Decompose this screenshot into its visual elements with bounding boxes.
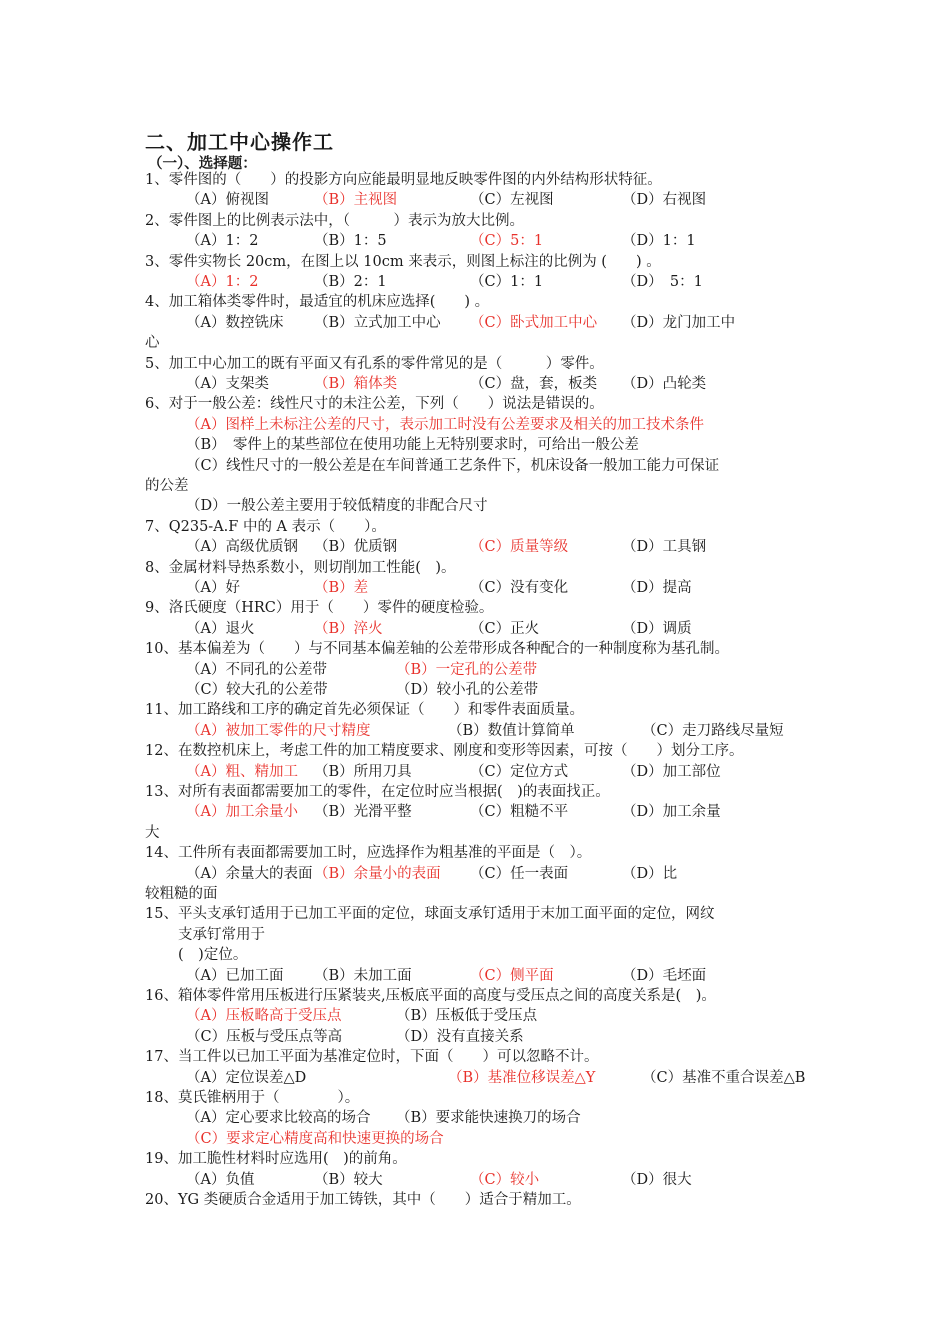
- answer-option: （C）压板与受压点等高: [186, 1028, 343, 1045]
- answer-option: （C）线性尺寸的一般公差是在车间普通工艺条件下，机床设备一般加工能力可保证: [186, 457, 720, 474]
- section-heading: （一）、选择题：: [148, 155, 257, 172]
- question-text: 5、加工中心加工的既有平面又有孔系的零件常见的是（ ）零件。: [145, 355, 604, 372]
- answer-option: （B）要求能快速换刀的场合: [396, 1110, 581, 1127]
- answer-option-correct: （C）要求定心精度高和快速更换的场合: [186, 1130, 444, 1147]
- answer-option-correct: （A）1：2: [186, 274, 259, 290]
- answer-option: （C）较大孔的公差带: [186, 682, 328, 698]
- continuation-text: 心: [145, 335, 160, 352]
- answer-option: （A）不同孔的公差带: [186, 661, 327, 678]
- answer-option-correct: （B）一定孔的公差带: [396, 661, 538, 678]
- question-text: 10、基本偏差为（ ）与不同基本偏差轴的公差带形成各种配合的一种制度称为基孔制。: [145, 641, 729, 658]
- answer-option: （D）一般公差主要用于较低精度的非配合尺寸: [186, 498, 488, 515]
- answer-option: （B） 零件上的某些部位在使用功能上无特别要求时，可给出一般公差: [186, 437, 639, 454]
- answer-option: （B）光滑平整: [314, 804, 412, 821]
- answer-option: （D）毛坯面: [622, 967, 707, 984]
- question-text: 12、在数控机床上，考虑工件的加工精度要求、刚度和变形等因素，可按（ ）划分工序。: [145, 743, 744, 760]
- question-text: 3、零件实物长 20cm，在图上以 10cm 来表示，则图上标注的比例为 ( ) 。: [145, 253, 661, 270]
- answer-option: （A）支架类: [186, 376, 269, 392]
- answer-option-correct: （C）侧平面: [470, 967, 554, 984]
- answer-option: （A）好: [186, 580, 240, 596]
- answer-option: （A）高级优质钢: [186, 539, 298, 556]
- answer-option: （B）所用刀具: [314, 763, 412, 780]
- answer-option: （D）加工部位: [622, 763, 721, 780]
- answer-option: （C）左视图: [470, 192, 554, 209]
- answer-option-correct: （B）淬火: [314, 620, 383, 637]
- question-text: 2、零件图上的比例表示法中，（ ）表示为放大比例。: [145, 212, 524, 229]
- answer-option: （B）1：5: [314, 233, 387, 250]
- question-text: 4、加工箱体类零件时，最适宜的机床应选择( ) 。: [145, 294, 490, 311]
- answer-option-correct: （B）基准位移误差△Y: [448, 1069, 596, 1086]
- answer-option: （D）凸轮类: [622, 376, 707, 392]
- answer-option: （C）定位方式: [470, 763, 569, 780]
- answer-option: （C）盘，套，板类: [470, 376, 598, 392]
- continuation-text: 较粗糙的面: [145, 886, 218, 902]
- question-text: 19、加工脆性材料时应选用( )的前角。: [145, 1151, 407, 1168]
- answer-option-correct: （C）质量等级: [470, 539, 569, 556]
- question-text: 17、当工件以已加工平面为基准定位时，下面（ ）可以忽略不计。: [145, 1049, 599, 1066]
- question-text: 14、工件所有表面都需要加工时，应选择作为粗基准的平面是（ ）。: [145, 845, 592, 862]
- answer-option: （A）俯视图: [186, 192, 269, 209]
- answer-option: （A）定位误差△D: [186, 1069, 307, 1086]
- answer-option: （C）没有变化: [470, 580, 569, 596]
- question-text: 11、加工路线和工序的确定首先必须保证（ ）和零件表面质量。: [145, 702, 584, 719]
- question-text: 1、零件图的（ ）的投影方向应能最明显地反映零件图的内外结构形状特征。: [145, 172, 662, 188]
- answer-option-correct: （C）较小: [470, 1171, 540, 1188]
- answer-option-correct: （A）图样上未标注公差的尺寸，表示加工时没有公差要求及相关的加工技术条件: [186, 416, 704, 433]
- answer-option: （B）未加工面: [314, 967, 412, 984]
- answer-option: （D）比: [622, 865, 678, 882]
- answer-option: （D）较小孔的公差带: [396, 682, 539, 698]
- answer-option: （D） 5：1: [622, 274, 703, 290]
- continuation-text: ( )定位。: [178, 947, 248, 964]
- answer-option: （C）正火: [470, 620, 540, 637]
- answer-option: （D）没有直接关系: [396, 1028, 524, 1045]
- answer-option: （A）定心要求比较高的场合: [186, 1110, 371, 1127]
- answer-option: （B）优质钢: [314, 539, 398, 556]
- answer-option-correct: （A）粗、精加工: [186, 763, 298, 780]
- answer-option: （D）加工余量: [622, 804, 721, 821]
- answer-option: （A）已加工面: [186, 967, 284, 984]
- answer-option-correct: （A）加工余量小: [186, 804, 298, 821]
- answer-option-correct: （C）卧式加工中心: [470, 314, 598, 331]
- answer-option-correct: （B）主视图: [314, 192, 398, 209]
- question-text: 16、箱体零件常用压板进行压紧装夹,压板底平面的高度与受压点之间的高度关系是( )。: [145, 988, 716, 1004]
- question-text: 9、洛氏硬度（HRC）用于（ ）零件的硬度检验。: [145, 600, 494, 617]
- continuation-text: 支承钉常用于: [178, 926, 265, 943]
- answer-option: （D）提高: [622, 580, 692, 596]
- answer-option: （A）负值: [186, 1171, 255, 1188]
- answer-option: （C）走刀路线尽量短: [642, 722, 784, 739]
- answer-option: （C）粗糙不平: [470, 804, 569, 821]
- answer-option: （A）1：2: [186, 233, 259, 250]
- answer-option-correct: （A）被加工零件的尺寸精度: [186, 722, 371, 739]
- answer-option: （D）1：1: [622, 233, 696, 250]
- answer-option: （B）较大: [314, 1171, 383, 1188]
- answer-option: （D）很大: [622, 1171, 692, 1188]
- answer-option: （C）基准不重合误差△B: [642, 1069, 806, 1086]
- answer-option: （C）1：1: [470, 274, 544, 290]
- question-text: 15、平头支承钉适用于已加工平面的定位，球面支承钉适用于末加工面平面的定位，网纹: [145, 906, 715, 923]
- answer-option: （D）龙门加工中: [622, 314, 736, 331]
- continuation-text: 大: [145, 824, 160, 841]
- question-text: 8、金属材料导热系数小，则切削加工性能( )。: [145, 559, 456, 576]
- answer-option: （B）立式加工中心: [314, 314, 441, 331]
- answer-option: （A）数控铣床: [186, 314, 284, 331]
- question-text: 13、对所有表面都需要加工的零件，在定位时应当根据( )的表面找正。: [145, 784, 610, 800]
- question-text: 20、YG 类硬质合金适用于加工铸铁，其中（ ）适合于精加工。: [145, 1192, 581, 1208]
- answer-option-correct: （B）差: [314, 580, 369, 596]
- answer-option: （B）数值计算简单: [448, 722, 575, 739]
- answer-option: （A）退火: [186, 620, 255, 637]
- question-text: 6、对于一般公差：线性尺寸的未注公差，下列（ ）说法是错误的。: [145, 396, 604, 413]
- answer-option-correct: （C）5：1: [470, 233, 544, 250]
- answer-option-correct: （A）压板略高于受压点: [186, 1008, 342, 1025]
- answer-option-correct: （B）余量小的表面: [314, 865, 441, 882]
- continuation-text: 的公差: [145, 478, 189, 494]
- answer-option: （B）2：1: [314, 274, 387, 290]
- answer-option: （D）右视图: [622, 192, 707, 209]
- answer-option: （A）余量大的表面: [186, 865, 313, 882]
- answer-option: （D）工具钢: [622, 539, 707, 556]
- answer-option: （D）调质: [622, 620, 692, 637]
- question-text: 7、Q235-A.F 中的 A 表示（ ）。: [145, 518, 386, 535]
- answer-option: （C）任一表面: [470, 865, 569, 882]
- answer-option-correct: （B）箱体类: [314, 376, 398, 392]
- question-text: 18、莫氏锥柄用于（ ）。: [145, 1090, 360, 1106]
- answer-option: （B）压板低于受压点: [396, 1008, 538, 1025]
- page-title: 二、加工中心操作工: [145, 130, 334, 154]
